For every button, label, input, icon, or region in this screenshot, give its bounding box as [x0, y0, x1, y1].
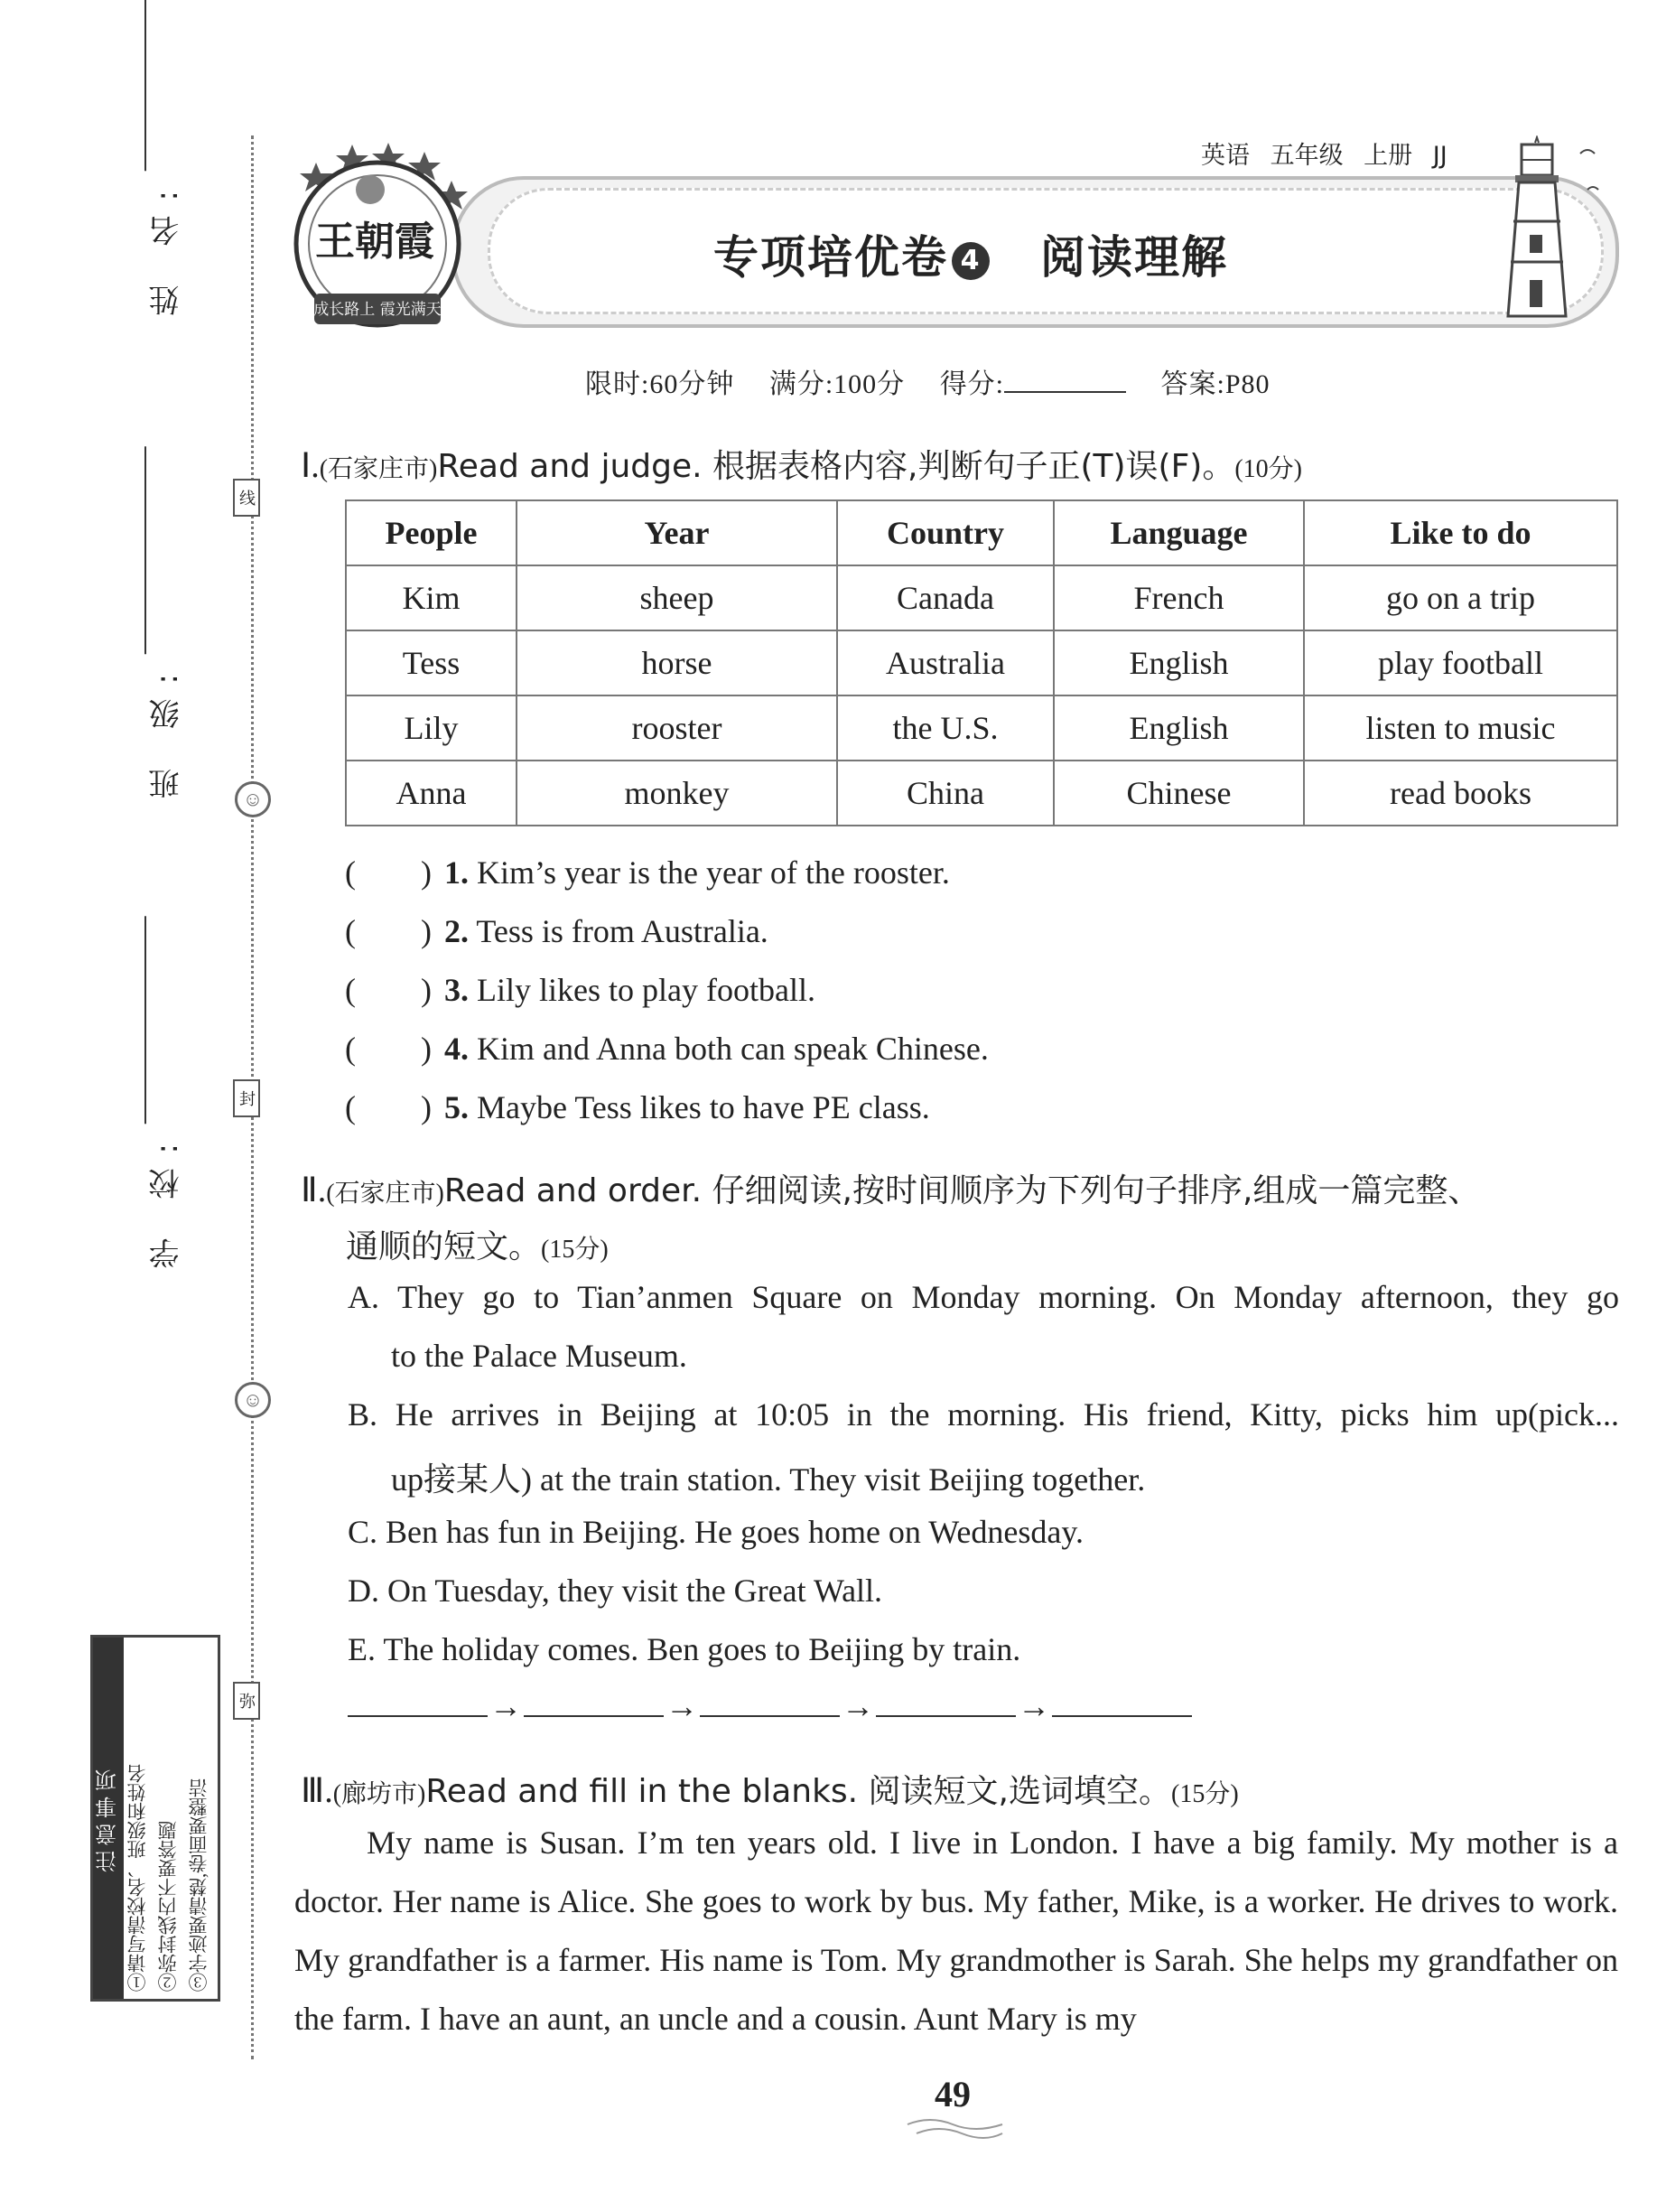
- order-blank[interactable]: [524, 1688, 664, 1717]
- section2-instruction-line1: Read and order. 仔细阅读,按时间顺序为下列句子排序,组成一篇完整、: [443, 1172, 1481, 1209]
- table-cell: China: [837, 761, 1054, 826]
- section1-instruction: Read and judge. 根据表格内容,判断句子正(T)误(F)。: [437, 448, 1235, 485]
- table-header: People: [346, 500, 517, 565]
- grade-info: 英语 五年级 上册 JJ: [1201, 142, 1448, 170]
- table-cell: Anna: [346, 761, 517, 826]
- question-number: 2.: [444, 913, 469, 949]
- order-item: A. They go to Tian’anmen Square on Monday morning. On Monday afternoon, they go: [348, 1279, 1619, 1315]
- question-text: Kim’s year is the year of the rooster.: [477, 854, 950, 891]
- table-cell: English: [1054, 695, 1304, 761]
- order-item: B. He arrives in Beijing at 10:05 in the morning. His friend, Kitty, picks him up(pick...: [348, 1396, 1619, 1433]
- table-cell: English: [1054, 630, 1304, 695]
- answer-paren[interactable]: ( ): [345, 913, 432, 949]
- question-text: Tess is from Australia.: [476, 913, 768, 949]
- binding-mark-seal2: 弥: [233, 1682, 260, 1720]
- order-item: C. Ben has fun in Beijing. He goes home on Wednesday.: [348, 1514, 1084, 1550]
- page-number: 49: [935, 2074, 971, 2114]
- section1-heading: [301, 441, 1302, 487]
- table-cell: Australia: [837, 630, 1054, 695]
- note-item: ②弥封线内不要答题: [157, 1821, 179, 1992]
- school-label: 学 校:: [149, 1129, 185, 1269]
- question-item: [345, 1088, 930, 1126]
- smiley-icon: ☺: [235, 781, 271, 817]
- section3-score: (15分): [1171, 1780, 1239, 1808]
- reading-passage: My name is Susan. I’m ten years old. I live in London. I have a big family. My mother is a doctor. Her name is Alice. She goes to work by bus. My father, Mike, is a worker. He drives to work. My grandfather is a farmer. His name is Tom. My grandmother is Sarah. She helps my grandfather on the farm. I have an aunt, an uncle and a cousin. Aunt Mary is my: [294, 1825, 1618, 2037]
- table-row: [346, 761, 1617, 826]
- table-cell: rooster: [517, 695, 837, 761]
- full-score: 满分:100分: [768, 369, 906, 399]
- answer-page: 答案:P80: [1160, 369, 1271, 399]
- section3-heading: [301, 1766, 1239, 1812]
- table-row: [346, 695, 1617, 761]
- binding-mark-seal: 封: [233, 1079, 260, 1117]
- order-item-cont: up接某人) at the train station. They visit Beijing together.: [391, 1461, 1146, 1498]
- name-field[interactable]: [144, 176, 189, 315]
- table-cell: the U.S.: [837, 695, 1054, 761]
- wave-ornament-icon: [903, 2114, 1011, 2141]
- school-field[interactable]: [144, 1129, 189, 1268]
- title-part1: 专项培优卷: [713, 231, 948, 284]
- table-cell: read books: [1304, 761, 1617, 826]
- answer-paren[interactable]: ( ): [345, 854, 432, 891]
- logo-text: 王朝霞: [315, 219, 434, 265]
- note-item: ①请写清校名、班级和姓名: [126, 1764, 148, 1992]
- table-header: Country: [837, 500, 1054, 565]
- order-answer-row: [348, 1687, 1192, 1725]
- class-label: 班 级:: [149, 659, 185, 799]
- table-cell: Kim: [346, 565, 517, 630]
- table-cell: go on a trip: [1304, 565, 1617, 630]
- section2-heading: [301, 1165, 1480, 1211]
- question-number: 4.: [444, 1031, 469, 1067]
- table-cell: sheep: [517, 565, 837, 630]
- table-cell: horse: [517, 630, 837, 695]
- arrow-icon: →: [666, 1688, 698, 1724]
- section2-source: (石家庄市): [326, 1180, 444, 1208]
- question-number: 3.: [444, 972, 469, 1008]
- question-text: Kim and Anna both can speak Chinese.: [477, 1031, 989, 1067]
- section3-source: (廊坊市): [332, 1780, 426, 1808]
- notes-box: [90, 1635, 220, 2002]
- arrow-icon: →: [842, 1688, 874, 1724]
- table-cell: Chinese: [1054, 761, 1304, 826]
- answer-paren[interactable]: ( ): [345, 1031, 432, 1067]
- question-text: Lily likes to play football.: [477, 972, 815, 1008]
- section1-score: (10分): [1234, 455, 1302, 483]
- table-header: Language: [1054, 500, 1304, 565]
- table-cell: listen to music: [1304, 695, 1617, 761]
- question-item: [345, 1030, 989, 1068]
- time-limit: 限时:60分钟: [585, 369, 735, 399]
- order-item: E. The holiday comes. Ben goes to Beijing by train.: [348, 1631, 1021, 1667]
- answer-paren[interactable]: ( ): [345, 1089, 432, 1125]
- class-input-line[interactable]: [144, 446, 146, 654]
- question-item: [345, 971, 815, 1009]
- table-row: [346, 565, 1617, 630]
- order-blank[interactable]: [700, 1688, 840, 1717]
- table-cell: French: [1054, 565, 1304, 630]
- order-item-cont: to the Palace Museum.: [391, 1338, 687, 1374]
- name-input-line[interactable]: [144, 0, 146, 171]
- section2-instruction-line2: 通顺的短文。: [346, 1228, 542, 1265]
- arrow-icon: →: [1018, 1688, 1050, 1724]
- name-label: 姓 名:: [149, 176, 185, 316]
- order-blank[interactable]: [876, 1688, 1016, 1717]
- brand-logo: [280, 135, 474, 339]
- section3-roman: Ⅲ.: [301, 1772, 333, 1810]
- order-item: D. On Tuesday, they visit the Great Wall.: [348, 1573, 883, 1609]
- note-item: ③字迹要清楚,卷面要整洁: [188, 1778, 209, 1992]
- section3-instruction: Read and fill in the blanks. 阅读短文,选词填空。: [425, 1773, 1172, 1810]
- smiley-icon: ☺: [235, 1382, 271, 1418]
- binding-mark-line: 线: [233, 479, 260, 517]
- title-part2: 阅读理解: [1040, 231, 1228, 284]
- score-label: 得分:: [939, 369, 1005, 399]
- school-input-line[interactable]: [144, 916, 146, 1124]
- section1-roman: Ⅰ.: [301, 447, 320, 485]
- question-number: 1.: [444, 854, 469, 891]
- section2-roman: Ⅱ.: [301, 1171, 327, 1209]
- logo-slogan: 成长路上 霞光满天: [313, 301, 442, 319]
- question-item: [345, 854, 950, 891]
- table-header: Like to do: [1304, 500, 1617, 565]
- question-item: [345, 912, 768, 950]
- section1-source: (石家庄市): [319, 455, 438, 483]
- score-blank[interactable]: [1004, 369, 1126, 393]
- table-cell: Tess: [346, 630, 517, 695]
- table-cell: monkey: [517, 761, 837, 826]
- order-blank[interactable]: [348, 1688, 488, 1717]
- question-text: Maybe Tess likes to have PE class.: [477, 1089, 930, 1125]
- table-cell: Lily: [346, 695, 517, 761]
- info-table: [345, 499, 1618, 826]
- notes-heading: 注意事项: [93, 1638, 124, 1999]
- table-cell: play football: [1304, 630, 1617, 695]
- page-title: [713, 221, 1228, 286]
- exam-limits: [585, 361, 1271, 401]
- class-field[interactable]: [144, 659, 189, 798]
- table-header: Year: [517, 500, 837, 565]
- section2-score: (15分): [541, 1236, 609, 1264]
- title-number: 4: [952, 242, 990, 280]
- lighthouse-icon: [1481, 135, 1607, 321]
- arrow-icon: →: [489, 1688, 522, 1724]
- table-cell: Canada: [837, 565, 1054, 630]
- order-blank[interactable]: [1052, 1688, 1192, 1717]
- section2-heading-cont: [346, 1221, 609, 1267]
- answer-paren[interactable]: ( ): [345, 972, 432, 1008]
- table-row: [346, 630, 1617, 695]
- table-header-row: [346, 500, 1617, 565]
- question-number: 5.: [444, 1089, 469, 1125]
